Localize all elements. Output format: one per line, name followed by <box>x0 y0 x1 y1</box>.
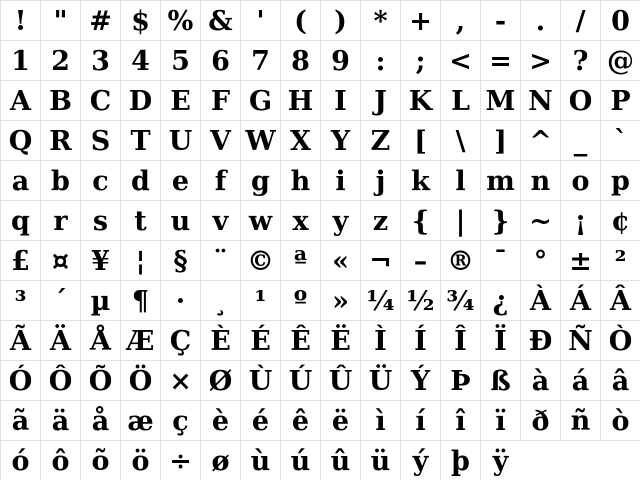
glyph-cell[interactable]: è <box>200 401 240 441</box>
glyph-cell[interactable]: g <box>240 161 280 201</box>
glyph-cell[interactable]: 3 <box>80 41 120 81</box>
glyph-cell[interactable]: t <box>120 201 160 241</box>
glyph-cell[interactable]: { <box>400 201 440 241</box>
glyph-cell[interactable]: © <box>240 241 280 281</box>
glyph-cell[interactable]: s <box>80 201 120 241</box>
glyph-cell[interactable]: Ñ <box>560 321 600 361</box>
glyph-row <box>0 320 640 360</box>
glyph-cell[interactable]: õ <box>80 441 120 480</box>
glyph-cell[interactable]: » <box>320 281 360 321</box>
glyph-cell[interactable]: + <box>400 1 440 41</box>
glyph-cell[interactable]: µ <box>80 281 120 321</box>
glyph-cell[interactable]: L <box>440 81 480 121</box>
glyph-cell[interactable]: Ê <box>280 321 320 361</box>
glyph-cell[interactable]: = <box>480 41 520 81</box>
glyph-row <box>0 440 640 480</box>
glyph-cell[interactable]: Ï <box>480 321 520 361</box>
glyph-cell[interactable]: § <box>160 241 200 281</box>
glyph-cell[interactable]: } <box>480 201 520 241</box>
glyph-cell[interactable]: ¾ <box>440 281 480 321</box>
glyph-cell[interactable]: Í <box>400 321 440 361</box>
glyph-cell[interactable]: ³ <box>0 281 40 321</box>
glyph-cell[interactable]: ½ <box>400 281 440 321</box>
glyph-cell[interactable]: O <box>560 81 600 121</box>
glyph-cell[interactable]: ß <box>480 361 520 401</box>
glyph-cell[interactable]: 9 <box>320 41 360 81</box>
glyph-cell[interactable]: * <box>360 1 400 41</box>
glyph-cell[interactable]: k <box>400 161 440 201</box>
glyph-cell[interactable]: Õ <box>80 361 120 401</box>
glyph-cell[interactable]: X <box>280 121 320 161</box>
glyph-cell[interactable]: q <box>0 201 40 241</box>
glyph-cell[interactable]: ° <box>520 241 560 281</box>
glyph-cell[interactable]: T <box>120 121 160 161</box>
glyph-cell[interactable]: ª <box>280 241 320 281</box>
glyph-cell[interactable]: ã <box>0 401 40 441</box>
glyph-cell[interactable]: z <box>360 201 400 241</box>
glyph-cell[interactable]: « <box>320 241 360 281</box>
glyph-cell[interactable]: , <box>440 1 480 41</box>
glyph-cell[interactable]: C <box>80 81 120 121</box>
glyph-cell[interactable]: Ã <box>0 321 40 361</box>
glyph-cell[interactable]: ¢ <box>600 201 640 241</box>
glyph-cell[interactable]: a <box>0 161 40 201</box>
glyph-cell[interactable]: Ø <box>200 361 240 401</box>
glyph-cell[interactable]: w <box>240 201 280 241</box>
glyph-cell[interactable]: å <box>80 401 120 441</box>
glyph-cell[interactable]: ¤ <box>40 241 80 281</box>
glyph-cell[interactable]: H <box>280 81 320 121</box>
glyph-cell[interactable]: o <box>560 161 600 201</box>
glyph-cell[interactable]: ÷ <box>160 441 200 480</box>
glyph-cell[interactable]: Û <box>320 361 360 401</box>
glyph-cell[interactable]: ¨ <box>200 241 240 281</box>
glyph-cell[interactable]: Å <box>80 321 120 361</box>
glyph-cell[interactable]: à <box>520 361 560 401</box>
glyph-cell[interactable]: £ <box>0 241 40 281</box>
glyph-row <box>0 200 640 240</box>
glyph-cell[interactable]: . <box>520 1 560 41</box>
glyph-cell[interactable]: Ì <box>360 321 400 361</box>
glyph-cell[interactable]: · <box>160 281 200 321</box>
glyph-cell[interactable]: ± <box>560 241 600 281</box>
glyph-cell[interactable]: ¦ <box>120 241 160 281</box>
glyph-cell[interactable]: Þ <box>440 361 480 401</box>
glyph-cell[interactable]: y <box>320 201 360 241</box>
glyph-cell[interactable]: ¼ <box>360 281 400 321</box>
glyph-cell[interactable]: ä <box>40 401 80 441</box>
glyph-cell[interactable]: 0 <box>600 1 640 41</box>
glyph-cell[interactable]: é <box>240 401 280 441</box>
glyph-cell[interactable]: â <box>600 361 640 401</box>
glyph-cell[interactable]: ÿ <box>480 441 520 480</box>
glyph-cell[interactable]: h <box>280 161 320 201</box>
glyph-cell[interactable]: ç <box>160 401 200 441</box>
glyph-cell[interactable]: Ë <box>320 321 360 361</box>
glyph-cell[interactable]: @ <box>600 41 640 81</box>
glyph-cell[interactable]: È <box>200 321 240 361</box>
glyph-cell[interactable]: ï <box>480 401 520 441</box>
glyph-row <box>0 240 640 280</box>
glyph-cell[interactable]: i <box>320 161 360 201</box>
glyph-cell[interactable]: j <box>360 161 400 201</box>
glyph-cell[interactable]: ð <box>520 401 560 441</box>
glyph-cell[interactable]: " <box>40 1 80 41</box>
glyph-cell[interactable]: ò <box>600 401 640 441</box>
glyph-cell[interactable]: 4 <box>120 41 160 81</box>
glyph-cell[interactable]: ? <box>560 41 600 81</box>
glyph-cell[interactable]: N <box>520 81 560 121</box>
glyph-cell[interactable]: m <box>480 161 520 201</box>
glyph-cell[interactable]: \ <box>440 121 480 161</box>
glyph-cell[interactable]: û <box>320 441 360 480</box>
glyph-cell[interactable]: c <box>80 161 120 201</box>
glyph-cell[interactable]: É <box>240 321 280 361</box>
glyph-cell[interactable]: p <box>600 161 640 201</box>
glyph-cell[interactable]: î <box>440 401 480 441</box>
glyph-cell[interactable]: Ä <box>40 321 80 361</box>
glyph-cell[interactable]: ~ <box>520 201 560 241</box>
glyph-cell[interactable]: l <box>440 161 480 201</box>
glyph-cell[interactable]: ¥ <box>80 241 120 281</box>
glyph-cell[interactable]: [ <box>400 121 440 161</box>
glyph-cell[interactable]: W <box>240 121 280 161</box>
glyph-cell[interactable]: A <box>0 81 40 121</box>
glyph-cell[interactable]: n <box>520 161 560 201</box>
glyph-cell[interactable]: Ó <box>0 361 40 401</box>
glyph-cell[interactable]: Â <box>600 281 640 321</box>
glyph-cell[interactable]: 6 <box>200 41 240 81</box>
glyph-cell[interactable]: Ù <box>240 361 280 401</box>
glyph-cell[interactable]: ® <box>440 241 480 281</box>
glyph-cell[interactable]: Æ <box>120 321 160 361</box>
glyph-cell[interactable]: ' <box>240 1 280 41</box>
glyph-cell[interactable]: – <box>400 241 440 281</box>
glyph-cell[interactable]: B <box>40 81 80 121</box>
glyph-row <box>0 120 640 160</box>
glyph-cell[interactable]: F <box>200 81 240 121</box>
glyph-cell[interactable]: U <box>160 121 200 161</box>
glyph-cell[interactable]: ¸ <box>200 281 240 321</box>
glyph-cell[interactable]: Ô <box>40 361 80 401</box>
glyph-cell[interactable]: Q <box>0 121 40 161</box>
glyph-cell[interactable]: ý <box>400 441 440 480</box>
glyph-cell[interactable]: - <box>480 1 520 41</box>
glyph-cell[interactable]: S <box>80 121 120 161</box>
glyph-row <box>0 0 640 40</box>
glyph-cell[interactable]: u <box>160 201 200 241</box>
glyph-cell[interactable]: ¿ <box>480 281 520 321</box>
glyph-cell[interactable]: Á <box>560 281 600 321</box>
glyph-cell[interactable]: í <box>400 401 440 441</box>
glyph-cell[interactable]: D <box>120 81 160 121</box>
glyph-cell[interactable]: $ <box>120 1 160 41</box>
glyph-cell[interactable]: ) <box>320 1 360 41</box>
glyph-cell[interactable]: ; <box>400 41 440 81</box>
glyph-cell[interactable]: ú <box>280 441 320 480</box>
glyph-cell[interactable]: / <box>560 1 600 41</box>
glyph-cell[interactable]: æ <box>120 401 160 441</box>
glyph-cell[interactable]: ] <box>480 121 520 161</box>
glyph-cell[interactable]: þ <box>440 441 480 480</box>
glyph-cell[interactable]: # <box>80 1 120 41</box>
glyph-row <box>0 400 640 440</box>
glyph-cell[interactable]: e <box>160 161 200 201</box>
glyph-cell[interactable]: ê <box>280 401 320 441</box>
glyph-cell[interactable]: ! <box>0 1 40 41</box>
glyph-cell[interactable]: K <box>400 81 440 121</box>
glyph-cell[interactable]: Ú <box>280 361 320 401</box>
glyph-cell[interactable]: Ç <box>160 321 200 361</box>
glyph-cell[interactable]: ë <box>320 401 360 441</box>
glyph-cell[interactable]: b <box>40 161 80 201</box>
glyph-row <box>0 360 640 400</box>
glyph-cell[interactable]: À <box>520 281 560 321</box>
glyph-cell[interactable]: Ö <box>120 361 160 401</box>
glyph-row <box>0 80 640 120</box>
glyph-row <box>0 280 640 320</box>
glyph-cell[interactable]: ù <box>240 441 280 480</box>
glyph-row <box>0 40 640 80</box>
glyph-cell[interactable]: ( <box>280 1 320 41</box>
glyph-cell[interactable]: ó <box>0 441 40 480</box>
glyph-cell[interactable]: ¡ <box>560 201 600 241</box>
glyph-row <box>0 160 640 200</box>
glyph-cell[interactable]: ñ <box>560 401 600 441</box>
glyph-cell[interactable]: ¹ <box>240 281 280 321</box>
glyph-cell[interactable]: : <box>360 41 400 81</box>
glyph-cell[interactable]: r <box>40 201 80 241</box>
glyph-cell[interactable]: ü <box>360 441 400 480</box>
glyph-cell[interactable]: 1 <box>0 41 40 81</box>
glyph-cell[interactable]: & <box>200 1 240 41</box>
glyph-cell[interactable]: % <box>160 1 200 41</box>
glyph-cell[interactable]: 7 <box>240 41 280 81</box>
glyph-cell[interactable]: Y <box>320 121 360 161</box>
glyph-cell[interactable]: M <box>480 81 520 121</box>
glyph-cell[interactable]: ´ <box>40 281 80 321</box>
glyph-cell[interactable]: Ý <box>400 361 440 401</box>
glyph-cell[interactable]: ô <box>40 441 80 480</box>
glyph-cell[interactable]: Î <box>440 321 480 361</box>
glyph-cell[interactable]: I <box>320 81 360 121</box>
glyph-cell[interactable]: ² <box>600 241 640 281</box>
glyph-cell[interactable]: ö <box>120 441 160 480</box>
glyph-cell[interactable]: ¶ <box>120 281 160 321</box>
glyph-cell[interactable]: < <box>440 41 480 81</box>
glyph-cell[interactable]: ø <box>200 441 240 480</box>
glyph-cell[interactable]: º <box>280 281 320 321</box>
glyph-cell[interactable]: E <box>160 81 200 121</box>
glyph-cell[interactable]: ` <box>600 121 640 161</box>
glyph-cell[interactable]: > <box>520 41 560 81</box>
glyph-cell[interactable]: Ò <box>600 321 640 361</box>
glyph-cell[interactable]: P <box>600 81 640 121</box>
glyph-cell[interactable]: V <box>200 121 240 161</box>
glyph-cell[interactable]: × <box>160 361 200 401</box>
glyph-cell[interactable]: _ <box>560 121 600 161</box>
glyph-cell[interactable]: ^ <box>520 121 560 161</box>
glyph-cell[interactable]: á <box>560 361 600 401</box>
glyph-cell[interactable]: ¬ <box>360 241 400 281</box>
glyph-cell[interactable]: J <box>360 81 400 121</box>
glyph-cell[interactable]: v <box>200 201 240 241</box>
glyph-cell[interactable]: R <box>40 121 80 161</box>
glyph-cell[interactable]: ì <box>360 401 400 441</box>
glyph-cell[interactable]: 8 <box>280 41 320 81</box>
glyph-cell[interactable]: 5 <box>160 41 200 81</box>
glyph-cell[interactable]: 2 <box>40 41 80 81</box>
glyph-cell[interactable]: Ð <box>520 321 560 361</box>
glyph-cell[interactable]: | <box>440 201 480 241</box>
glyph-cell[interactable]: G <box>240 81 280 121</box>
glyph-cell[interactable]: x <box>280 201 320 241</box>
glyph-cell[interactable]: Z <box>360 121 400 161</box>
glyph-cell[interactable]: d <box>120 161 160 201</box>
glyph-cell[interactable]: f <box>200 161 240 201</box>
glyph-cell[interactable]: ¯ <box>480 241 520 281</box>
glyph-cell[interactable]: Ü <box>360 361 400 401</box>
